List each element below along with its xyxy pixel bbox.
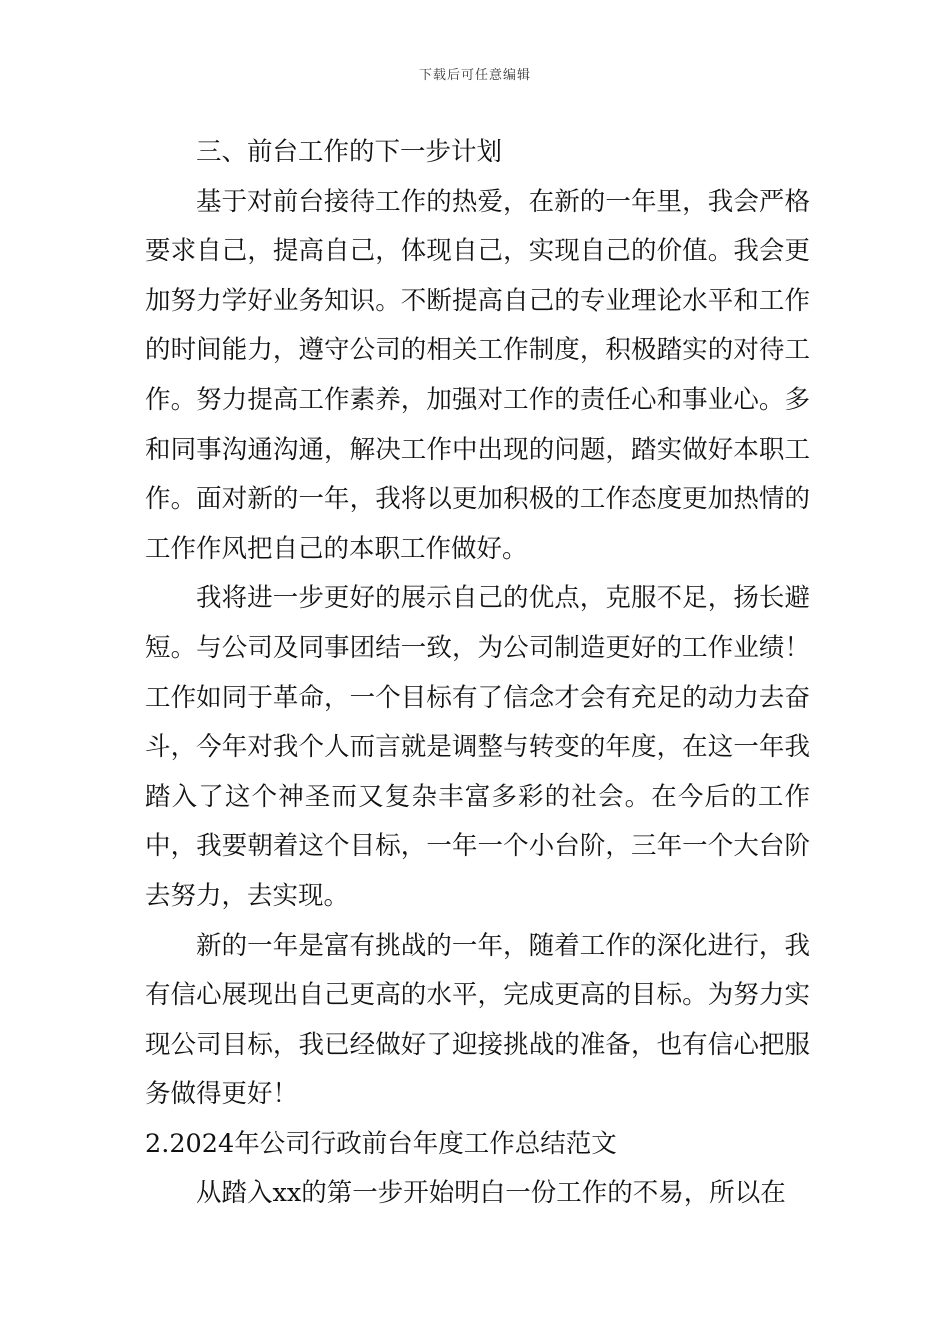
paragraph-strengths: 我将进一步更好的展示自己的优点，克服不足，扬长避短。与公司及同事团结一致，为公司制造更好的工作业绩！工作如同于革命，一个目标有了信念才会有充足的动力去奋斗，今年对我个人而言就是调整与转变的年度，在这一年我踏入了这个神圣而又复杂丰富多彩的社会。在今后的工作中，我要朝着这个目标，一年一个小台阶，三年一个大台阶去努力，去实现。 bbox=[145, 583, 810, 911]
paragraph-article-start: 从踏入xx的第一步开始明白一份工作的不易，所以在 bbox=[196, 1178, 786, 1209]
paragraph-new-year: 新的一年是富有挑战的一年，随着工作的深化进行，我有信心展现出自己更高的水平，完成更高的目标。为努力实现公司目标，我已经做好了迎接挑战的准备，也有信心把服务做得更好！ bbox=[145, 930, 810, 1110]
document-body bbox=[145, 128, 810, 1219]
paragraph-plan-intro: 基于对前台接待工作的热爱，在新的一年里，我会严格要求自己，提高自己，体现自己，实现自己的价值。我会更加努力学好业务知识。不断提高自己的专业理论水平和工作的时间能力，遵守公司的相关工作制度，积极踏实的对待工作。努力提高工作素养，加强对工作的责任心和事业心。多和同事沟通沟通，解决工作中出现的问题，踏实做好本职工作。面对新的一年，我将以更加积极的工作态度更加热情的工作作风把自己的本职工作做好。 bbox=[145, 186, 810, 564]
page-header-note: 下载后可任意编辑 bbox=[418, 68, 531, 83]
article-title: 2.2024年公司行政前台年度工作总结范文 bbox=[145, 1128, 617, 1159]
section-heading: 三、前台工作的下一步计划 bbox=[196, 137, 503, 167]
